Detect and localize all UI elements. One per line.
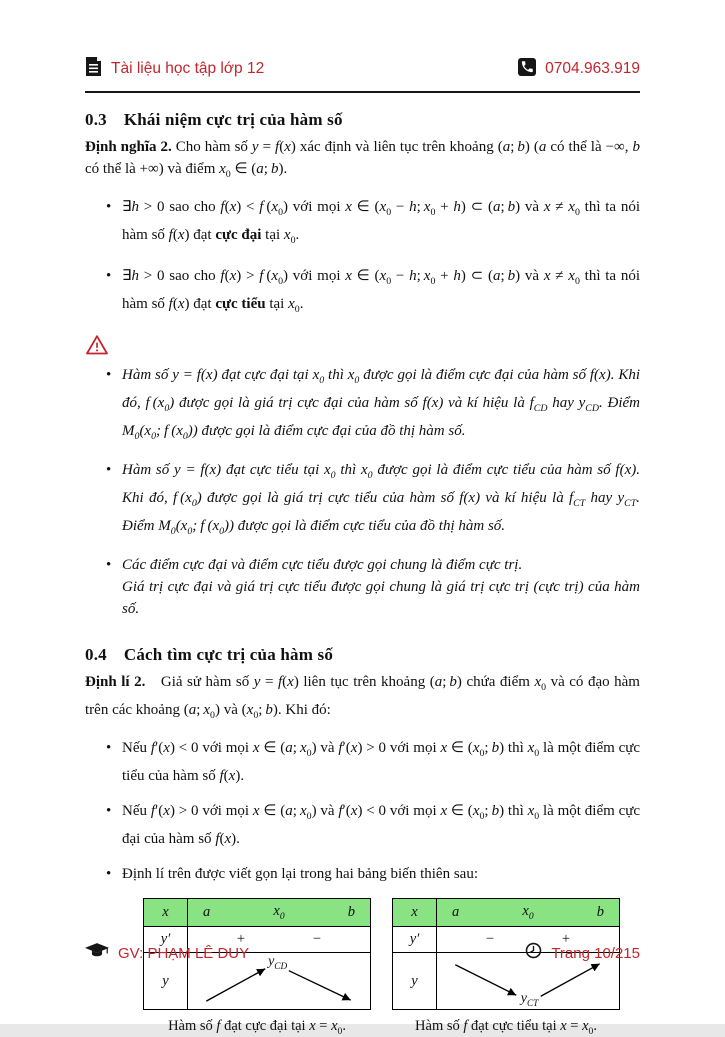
- footer-page: [525, 942, 640, 964]
- page-footer: [85, 942, 640, 964]
- theorem-label: Định lí 2.: [85, 674, 146, 690]
- footer-teacher: [85, 942, 249, 964]
- theorem-bullet-min: • Nếu f′(x) < 0 với mọi x ∈ (a; $x_0$) và f′(x) > 0 với mọi x ∈ ($x_0$; b) thì $x_0$ là một điểm cực tiểu của hàm số f(x).: [122, 737, 640, 787]
- section-number: 0.3: [85, 110, 107, 129]
- sign-right: +: [561, 931, 571, 947]
- warning-notes: [85, 364, 640, 620]
- definition-text: Cho hàm số y = f(x) xác định và liên tục trên khoảng (a; b) (a có thể là −∞, b có thể là +∞) và điểm $x_0$ ∈ (a; b).: [85, 139, 640, 180]
- document-icon: [85, 56, 102, 82]
- caption-max: Hàm số f đạt cực đại tại $x = x_0$.: [168, 1018, 346, 1037]
- page-header: [85, 56, 640, 93]
- warning-row: [85, 334, 640, 358]
- header-a: a: [452, 904, 460, 920]
- note-max-point: • Hàm số y = f(x) đạt cực đại tại $x_0$ thì $x_0$ được gọi là điểm cực đại của hàm số f(x). Khi đó, f $(x_0)$ được gọi là giá trị cực đại của hàm số f(x) và kí hiệu là $f_{CD}$ hay $y_{CD}$. Điểm $M_0(x_0$; f $(x_0)$) được gọi là điểm cực đại của đồ thị hàm số.: [122, 364, 640, 448]
- note-min-point: • Hàm số y = f(x) đạt cực tiểu tại $x_0$ thì $x_0$ được gọi là điểm cực tiểu của hàm số f(x). Khi đó, f $(x_0)$ được gọi là giá trị cực tiểu của hàm số f(x) và kí hiệu là $f_{CT}$ hay $y_{CT}$. Điểm $M_0(x_0$; f $(x_0)$) được gọi là điểm cực tiểu của đồ thị hàm số.: [122, 459, 640, 543]
- graduation-cap-icon: [85, 942, 109, 964]
- definition-bullets: [85, 196, 640, 321]
- note-terminology: • Các điểm cực đại và điểm cực tiểu được gọi chung là điểm cực trị. Giá trị cực đại và giá trị cực tiểu được gọi chung là giá trị cực trị (cực trị) của hàm số.: [122, 554, 640, 620]
- yprime-label: y′: [144, 927, 188, 952]
- header-b: b: [596, 904, 604, 920]
- definition-2: [85, 136, 640, 186]
- header-x0: $x_0$: [522, 903, 534, 922]
- theorem-bullets: [85, 737, 640, 885]
- header-x: x: [393, 899, 437, 926]
- definition-bullet-max: • ∃h > 0 sao cho f(x) < f $(x_0)$ với mọi x ∈ ($x_0 - h$; $x_0 + h$) ⊂ (a; b) và $x \ne x_0$ thì ta nói hàm số f(x) đạt cực đại tại $x_0$.: [122, 196, 640, 252]
- clock-icon: [525, 942, 542, 964]
- header-phone: 0704.963.919: [545, 60, 640, 77]
- theorem-2: [85, 671, 640, 727]
- header-contact: [518, 58, 640, 81]
- yct-label: $y_{CT}$: [520, 991, 539, 1008]
- y-label: y: [144, 953, 188, 1009]
- ycd-label: $y_{CD}$: [268, 954, 288, 971]
- table-captions: [143, 1018, 640, 1037]
- section-title-method: [85, 645, 640, 665]
- section-number: 0.4: [85, 645, 107, 664]
- theorem-bullet-max: • Nếu f′(x) > 0 với mọi x ∈ (a; $x_0$) và f′(x) < 0 với mọi x ∈ ($x_0$; b) thì $x_0$ là một điểm cực đại của hàm số f(x).: [122, 800, 640, 850]
- yprime-label: y′: [393, 927, 437, 952]
- y-label: y: [393, 953, 437, 1009]
- table-header-row: [144, 899, 370, 926]
- sign-left: −: [485, 931, 495, 947]
- header-title: Tài liệu học tập lớp 12: [111, 60, 265, 77]
- header-a: a: [203, 904, 211, 920]
- section-title-text: Cách tìm cực trị của hàm số: [123, 645, 334, 664]
- definition-label: Định nghĩa 2.: [85, 139, 172, 155]
- phone-icon: [518, 58, 536, 81]
- section-title-text: Khái niệm cực trị của hàm số: [123, 110, 343, 129]
- section-title-extrema: [85, 110, 640, 130]
- header-x0: $x_0$: [273, 903, 285, 922]
- warning-triangle-icon: [85, 334, 109, 361]
- header-brand: [85, 56, 264, 82]
- header-b: b: [347, 904, 355, 920]
- header-x: x: [144, 899, 188, 926]
- theorem-text: Giả sử hàm số y = f(x) liên tục trên khoảng (a; b) chứa điểm $x_0$ và có đạo hàm trên các khoảng (a; $x_0$) và ($x_0$; b). Khi đó:: [85, 674, 640, 721]
- table-header-row: [393, 899, 619, 926]
- footer-page-number: Trang 10/215: [551, 944, 640, 962]
- definition-bullet-min: • ∃h > 0 sao cho f(x) > f $(x_0)$ với mọi x ∈ ($x_0 - h$; $x_0 + h$) ⊂ (a; b) và $x \ne x_0$ thì ta nói hàm số f(x) đạt cực tiểu tại $x_0$.: [122, 265, 640, 321]
- sign-right: −: [312, 931, 322, 947]
- sign-left: +: [236, 931, 246, 947]
- footer-teacher-name: GV: PHẠM LÊ DUY: [118, 944, 250, 962]
- theorem-bullet-tables: • Định lí trên được viết gọn lại trong hai bảng biến thiên sau:: [122, 863, 640, 885]
- caption-min: Hàm số f đạt cực tiểu tại $x = x_0$.: [415, 1018, 597, 1037]
